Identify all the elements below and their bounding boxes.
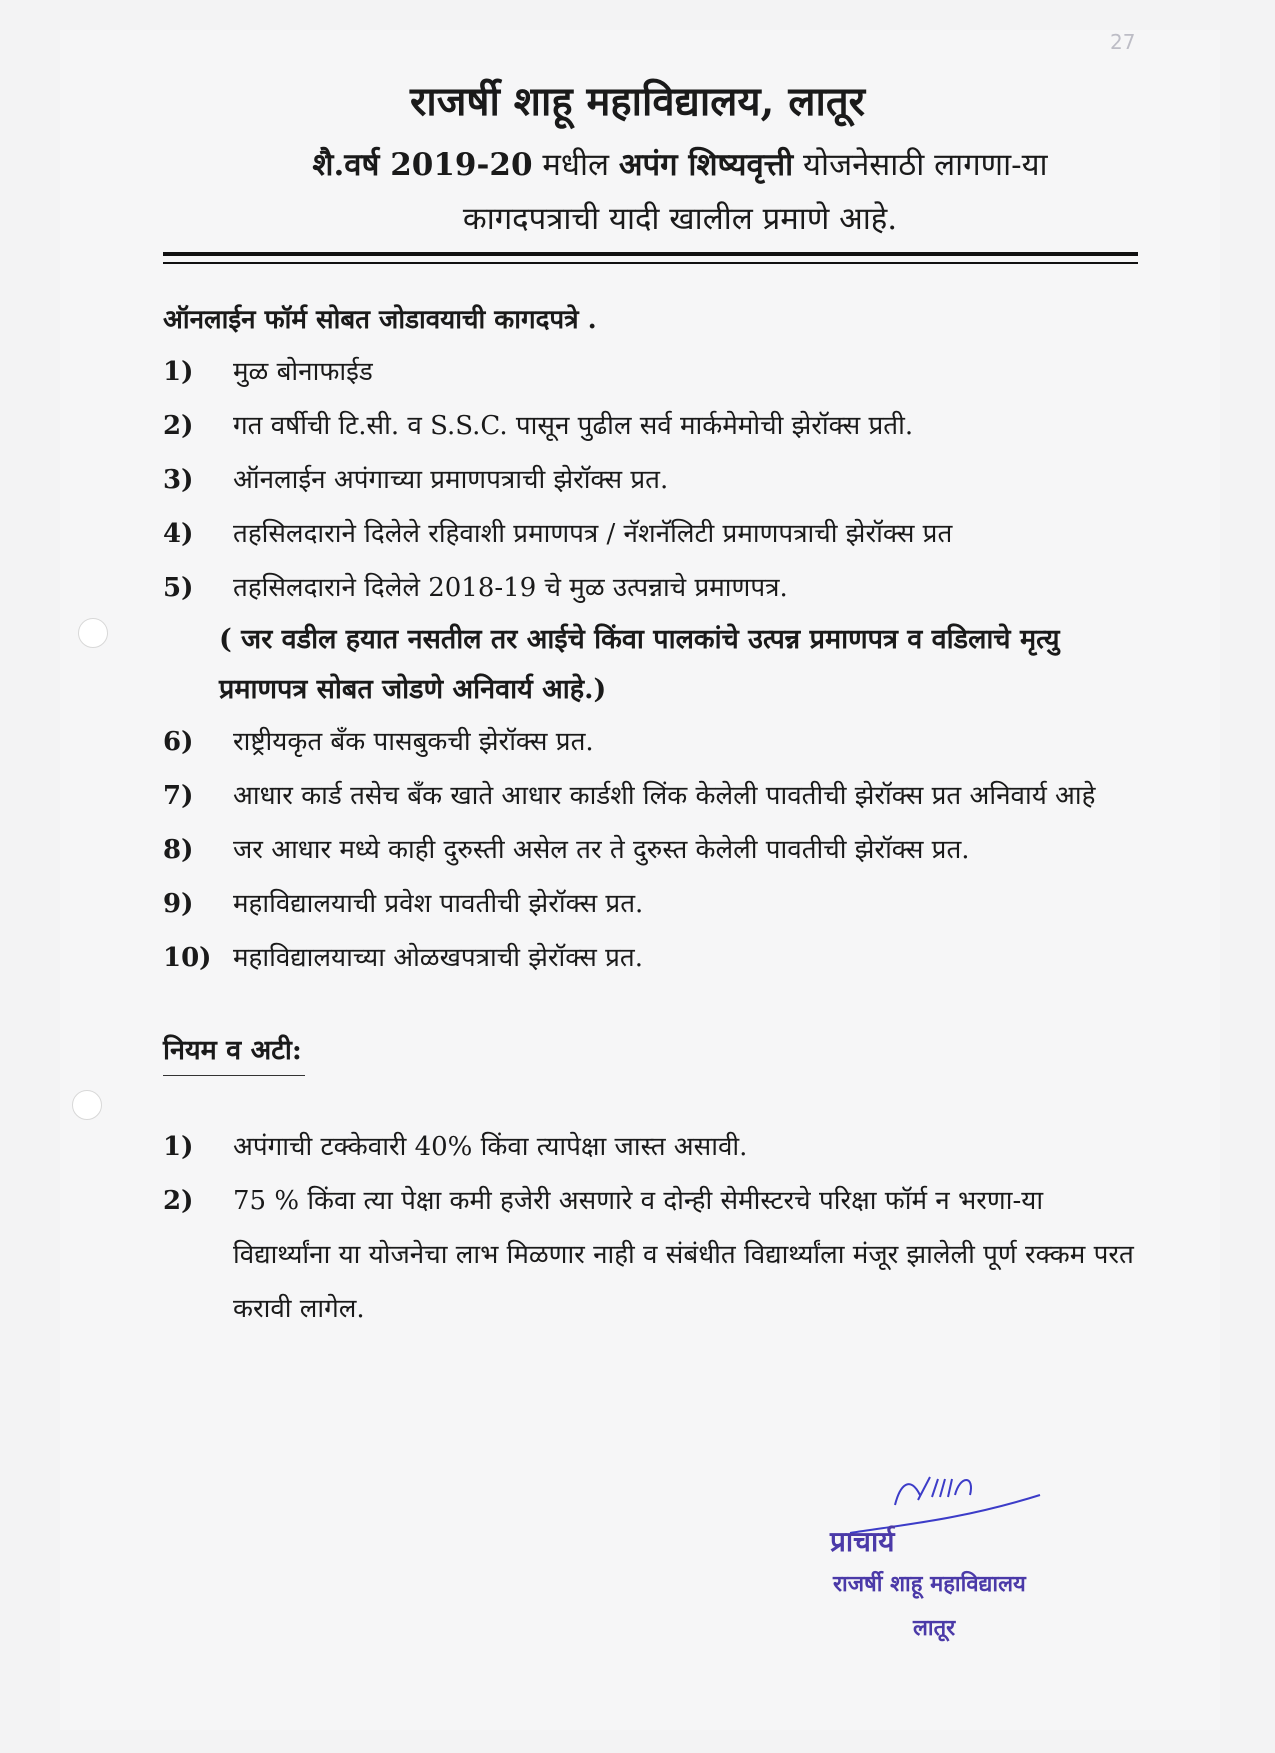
subtitle-suffix: योजनेसाठी लागणा-या	[793, 147, 1048, 183]
list-item	[163, 561, 1143, 715]
item-text: महाविद्यालयाच्या ओळखपत्राची झेरॉक्स प्रत.	[233, 943, 643, 973]
list-item	[163, 715, 1143, 769]
terms-list	[163, 1120, 1138, 1336]
header-rule-thin	[163, 262, 1138, 264]
terms-heading: नियम व अटी:	[163, 1035, 302, 1066]
item-text: महाविद्यालयाची प्रवेश पावतीची झेरॉक्स प्रत.	[233, 889, 644, 919]
item-text: तहसिलदाराने दिलेले रहिवाशी प्रमाणपत्र / नॅशनॅलिटी प्रमाणपत्राची झेरॉक्स प्रत	[233, 519, 953, 549]
item-text: ऑनलाईन अपंगाच्या प्रमाणपत्राची झेरॉक्स प्रत.	[233, 465, 669, 495]
item-number: 4)	[163, 519, 194, 549]
subtitle-year: शै.वर्ष 2019-20	[312, 147, 533, 183]
item-number: 8)	[163, 835, 194, 865]
terms-heading-underline	[163, 1075, 305, 1076]
seal-college: राजर्षी शाहू महाविद्यालय	[833, 1572, 1026, 1597]
term-number: 1)	[163, 1132, 194, 1162]
college-title: राजर्षी शाहू महाविद्यालय, लातूर	[409, 78, 866, 125]
item-number: 1)	[163, 357, 194, 387]
documents-list	[163, 345, 1143, 985]
list-item	[163, 399, 1143, 453]
item-text: गत वर्षीची टि.सी. व S.S.C. पासून पुढील सर्व मार्कमेमोची झेरॉक्स प्रती.	[233, 411, 914, 441]
item-text: राष्ट्रीयकृत बँक पासबुकची झेरॉक्स प्रत.	[233, 727, 594, 757]
list-item	[163, 877, 1143, 931]
list-item	[163, 931, 1143, 985]
punch-hole	[72, 1090, 102, 1120]
item-number: 2)	[163, 411, 194, 441]
subtitle-line2: कागदपत्राची यादी खालील प्रमाणे आहे.	[462, 201, 898, 237]
list-item	[163, 769, 1143, 823]
term-number: 2)	[163, 1186, 194, 1216]
item-number: 3)	[163, 465, 194, 495]
item-text: जर आधार मध्ये काही दुरुस्ती असेल तर ते दुरुस्त केलेली पावतीची झेरॉक्स प्रत.	[233, 835, 970, 865]
page-number-mark: 27	[1110, 30, 1136, 54]
header-rule-thick	[163, 252, 1138, 256]
punch-hole	[78, 618, 108, 648]
item-text: आधार कार्ड तसेच बँक खाते आधार कार्डशी लिंक केलेली पावतीची झेरॉक्स प्रत अनिवार्य आहे	[233, 781, 1096, 811]
term-text: अपंगाची टक्केवारी 40% किंवा त्यापेक्षा जास्त असावी.	[233, 1132, 748, 1162]
document-subtitle	[240, 138, 1120, 246]
seal-city: लातूर	[913, 1616, 956, 1641]
subtitle-mid: मधील	[532, 147, 619, 183]
list-item	[163, 345, 1143, 399]
item-number: 5)	[163, 573, 194, 603]
item-number: 9)	[163, 889, 194, 919]
item-text: तहसिलदाराने दिलेले 2018-19 चे मुळ उत्पन्नाचे प्रमाणपत्र.	[233, 573, 788, 603]
item-note: ( जर वडील हयात नसतील तर आईचे किंवा पालकांचे उत्पन्न प्रमाणपत्र व वडिलाचे मृत्यु प्रमाणपत्र सोबत जोडणे अनिवार्य आहे.)	[219, 624, 1060, 705]
list-item	[163, 507, 1143, 561]
term-text: 75 % किंवा त्या पेक्षा कमी हजेरी असणारे व दोन्ही सेमीस्टरचे परिक्षा फॉर्म न भरणा-या विद्यार्थ्यांना या योजनेचा लाभ मिळणार नाही व संबंधीत विद्यार्थ्यांला मंजूर झालेली पूर्ण रक्कम परत करावी लागेल.	[233, 1186, 1134, 1324]
list-item	[163, 1120, 1138, 1174]
list-item	[163, 453, 1143, 507]
list-item	[163, 1174, 1138, 1336]
item-number: 7)	[163, 781, 194, 811]
item-number: 10)	[163, 943, 212, 973]
item-text: मुळ बोनाफाईड	[233, 357, 373, 387]
subtitle-scheme: अपंग शिष्यवृत्ती	[618, 147, 794, 183]
documents-heading: ऑनलाईन फॉर्म सोबत जोडावयाची कागदपत्रे .	[163, 305, 597, 335]
seal-title: प्राचार्य	[830, 1525, 895, 1558]
list-item	[163, 823, 1143, 877]
item-number: 6)	[163, 727, 194, 757]
